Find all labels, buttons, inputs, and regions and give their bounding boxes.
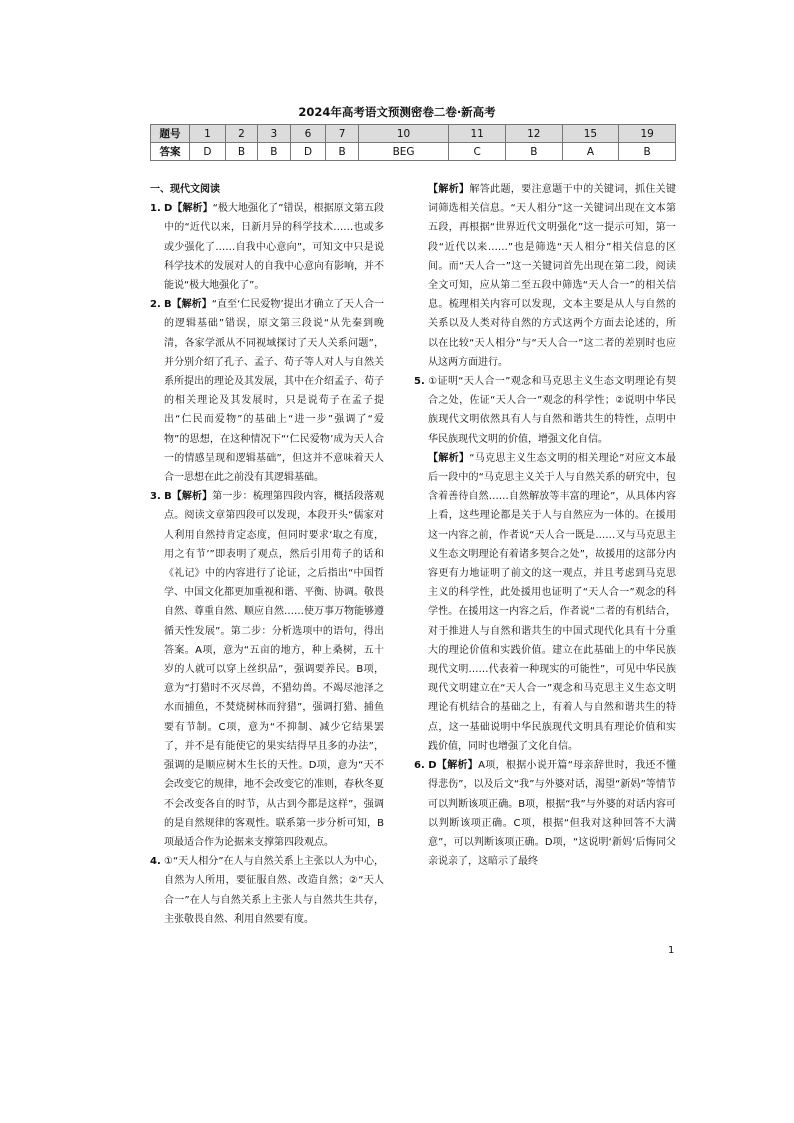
item-answer: D	[164, 203, 173, 215]
analysis-tag: 【解析】	[171, 491, 213, 503]
item-text: ①“天人相分”在人与自然关系上主张以人为中心，自然为人所用，要征服自然、改造自然；②“天人合一”在人与自然关系上主张人与自然共生共存，主张敬畏自然、利用自然要有度。	[163, 856, 384, 925]
question-number: 6	[290, 125, 326, 143]
analysis-paragraph-5	[414, 449, 676, 756]
question-number: 12	[505, 125, 562, 143]
item-answer: B	[163, 299, 172, 311]
question-label: 题号	[151, 125, 190, 143]
question-number: 10	[358, 125, 449, 143]
answer-cell: B	[619, 143, 676, 161]
analysis-tag: 【解析】	[436, 760, 479, 772]
question-number: 3	[258, 125, 290, 143]
item-text: “直至‘仁民爱物’提出才确立了天人合一的逻辑基础”错误，原文第三段说“从先秦到晚清，各家学派从不同视域探讨了天人关系问题”，并分别介绍了孔子、孟子、荀子等人对人与自然关系所提出的理论及其发展，其中在介绍孟子、荀子的相关理论及其发展时，只是说荀子在孟子提出“仁民而爱物”的基础上“进一步”强调了“爱物”的思想，在这种情况下“‘仁民爱物’成为天人合一的情感呈现和逻辑基础”，但这并不意味着天人合一思想在此之前没有其逻辑基础。	[164, 299, 384, 484]
answer-cell: B	[326, 143, 358, 161]
answer-item-5	[414, 372, 676, 449]
answer-item-4	[150, 852, 384, 929]
answer-label: 答案	[151, 143, 190, 161]
analysis-tag: 【解析】	[428, 452, 470, 464]
answer-item-1	[150, 199, 384, 295]
answer-row	[151, 143, 676, 161]
analysis-text: “马克思主义生态文明的相关理论”对应文本最后一段中的“马克思主义关于人与自然关系的研究中，包含着善待自然……自然解放等丰富的理论”，从具体内容上看，这些理论都是关于人与自然应为一体的。在援用这一内容之前，作者说“天人合一既是……又与马克思主义生态文明理论有着诸多契合之处”，故援用的这部分内容更有力地证明了前文的这一观点，并且考虑到马克思主义的科学性，此处援用也证明了“天人合一”观念的科学性。在援用这一内容之后，作者说“二者的有机结合，对于推进人与自然和谐共生的中国式现代化具有十分重大的理论价值和实践价值。建立在此基础上的中华民族现代文明……代表着一种现实的可能性”，可见中华民族现代文明建立在“天人合一”观念和马克思主义生态文明理论有机结合的基础之上，有着人与自然和谐共生的特点，这一基础说明中华民族现代文明具有理论价值和实践价值，同时也增强了文化自信。	[428, 452, 676, 752]
answer-cell: C	[449, 143, 506, 161]
item-number: 6.	[414, 760, 425, 772]
left-column	[150, 180, 384, 929]
answer-cell: A	[562, 143, 619, 161]
answer-cell: D	[190, 143, 226, 161]
answer-item-6	[414, 756, 676, 871]
answer-table	[150, 124, 676, 161]
analysis-tag: 【解析】	[428, 184, 470, 195]
item-answer: D	[428, 760, 437, 772]
item-answer: B	[164, 491, 172, 503]
question-number: 19	[619, 125, 676, 143]
answer-cell: B	[505, 143, 562, 161]
item-text: 第一步：梳理第四段内容，概括段落观点。阅读文章第四段可以发现，本段开头“儒家对人利用自然持肯定态度，但同时要求‘取之有度，用之有节’”即表明了观点，然后引用荀子的话和《礼记》中的内容进行了论证，之后指出“中国哲学、中国文化都更加重视和谐、平衡、协调。敬畏自然、尊重自然、顺应自然……使万事万物能够遵循天性发展”。第二步：分析选项中的语句，得出答案。A项，意为“五亩的地方，种上桑树，五十岁的人就可以穿上丝织品”，强调要养民。B项，意为“打猎时不灭尽兽，不猎幼兽。不竭尽池泽之水而捕鱼，不焚烧树林而狩猎”，强调打猎、捕鱼要有节制。C项，意为“不抑制、减少它结果罢了，并不是有能使它的果实结得早且多的办法”，强调的是顺应树木生长的天性。D项，意为“天不会改变它的规律，地不会改变它的准则，春秋冬夏不会改变各自的时节，从古到今都是这样”，强调的是自然规律的客观性。联系第一步分析可知，B项最适合作为论据来支撑第四段观点。	[164, 491, 385, 848]
answer-cell: B	[258, 143, 290, 161]
item-text: A项，根据小说开篇“母亲辞世时，我还不懂得悲伤”，以及后文“我”与外婆对话，渴望“新妈”等情节可以判断该项正确。B项，根据“我”与外婆的对话内容可以判断该项正确。C项，根据“但我对这种回答不大满意”，可以判断该项正确。D项，“这说明‘新妈’后悔同父亲说亲了，这暗示了最终	[428, 760, 677, 868]
page-title: 2024年高考语文预测密卷二卷·新高考	[298, 105, 496, 119]
question-number: 2	[225, 125, 257, 143]
question-number: 7	[326, 125, 358, 143]
item-number: 2.	[150, 299, 161, 311]
item-text: “极大地强化了”错误，根据原文第五段中的“近代以来，日新月异的科学技术……也或多或少强化了……自我中心意向”，可知文中只是说科学技术的发展对人的自我中心意向有影响，并不能说“极大地强化了”。	[164, 203, 384, 292]
item-text: ①证明“天人合一”观念和马克思主义生态文明理论有契合之处，佐证“天人合一”观念的科学性；②说明中华民族现代文明依然具有人与自然和谐共生的特性，点明中华民族现代文明的价值，增强文化自信。	[428, 376, 676, 445]
right-column	[414, 180, 676, 871]
answer-item-2	[150, 295, 384, 487]
analysis-tag: 【解析】	[172, 203, 213, 215]
answer-cell: B	[225, 143, 257, 161]
answer-cell: D	[290, 143, 326, 161]
analysis-tag: 【解析】	[171, 299, 212, 311]
item-number: 4.	[150, 856, 161, 868]
item-number: 1.	[150, 203, 161, 215]
answer-cell: BEG	[358, 143, 449, 161]
page-number: 1	[668, 945, 675, 956]
question-number: 1	[190, 125, 226, 143]
question-number: 11	[449, 125, 506, 143]
analysis-paragraph-4	[414, 180, 676, 372]
item-number: 3.	[150, 491, 161, 503]
question-number: 15	[562, 125, 619, 143]
section-heading: 一、现代文阅读	[150, 184, 220, 195]
answer-item-3	[150, 487, 384, 852]
analysis-text: 解答此题，要注意题干中的关键词，抓住关键词筛选相关信息。“天人相分”这一关键词出现在文本第五段，再根据“世界近代文明强化”这一提示可知，第一段“近代以来……”也是筛选“天人相分”相关信息的区间。而“天人合一”这一关键词首先出现在第二段，阅读全文可知，应从第二至五段中筛选“天人合一”的相关信息。梳理相关内容可以发现，文本主要是从人与自然的关系以及人类对待自然的方式这两个方面去论述的，所以在比较“天人相分”与“天人合一”这二者的差别时也应从这两方面进行。	[428, 184, 677, 368]
item-number: 5.	[414, 376, 425, 388]
question-number-row	[151, 125, 676, 143]
